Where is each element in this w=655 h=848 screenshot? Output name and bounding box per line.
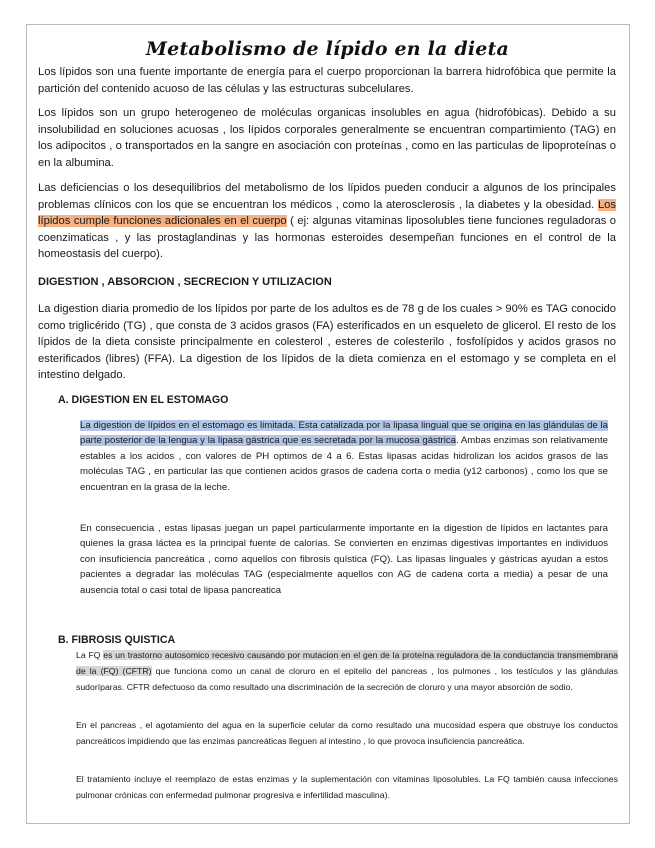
fibrosis-paragraph-1-rest: que funciona como un canal de cloruro en el epitelio del pancreas , los pulmones , los testículos y las glándulas sudoríparas. CFTR defectuoso da como resultado una discriminación de la secreción de cloruro y una mayor absorción de sodio. [76, 666, 618, 693]
fibrosis-paragraph-3: El tratamiento incluye el reemplazo de estas enzimas y la suplementación con vitaminas liposolubles. La FQ también causa infecciones pulmonar crónicas con enfermedad pulmonar progresiva e infertilidad masculina). [76, 774, 618, 801]
document-title: Metabolismo de lípido en la dieta [145, 38, 510, 60]
intro-paragraph-3 [38, 180, 616, 263]
intro-paragraph-2: Los lípidos son un grupo heterogeneo de moléculas organicas insolubles en agua (hidrofóbicas). Debido a su insolubilidad en soluciones acuosas , los lípidos corporales generalmente se encuentran compartimiento (TAG) en los adipocitos , o transportados en la sangre en asociación con proteínas , como en las particulas de lipoproteínas o en la albumina. [38, 107, 616, 169]
intro-paragraph-1: Los lípidos son una fuente importante de energía para el cuerpo proporcionan la barrera hidrofóbica que permite la partición del contenido acuoso de las células y las estructuras subcelulares. [38, 66, 616, 95]
subheading-fibrosis-quistica: B. FIBROSIS QUISTICA [58, 634, 176, 646]
intro-paragraph-3-end: ( ej: algunas vitaminas liposolubles tiene funciones reguladoras o coenzimaticas , y las prostaglandinas y las hormonas esteroides desempeñan funciones en el control de la homeostasis del cuerpo). [38, 215, 617, 261]
fibrosis-paragraph-2: En el pancreas , el agotamiento del agua en la superficie celular da como resultado una mucosidad espera que obstruye los conductos pancreáticos impidiendo que las enzimas pancreáticas lleguen al intestino , lo que provoca insuficiencia pancreática. [76, 720, 618, 747]
subheading-digestion-estomago: A. DIGESTION EN EL ESTOMAGO [58, 394, 229, 406]
estomago-paragraph-1 [80, 418, 608, 495]
estomago-paragraph-1-rest: . Ambas enzimas son relativamente estables a los acidos , con valores de PH optimos de 4 a 6. Estas lipasas acidas hidrolizan los acidos grasos de las moléculas TAG , en particular las que contienen acidos grasos de cadena corta o media (y12 carbonos) , como los que se encuentran en la grasa de la leche. [80, 435, 608, 493]
section-paragraph: La digestion diaria promedio de los lípidos por parte de los adultos es de 78 g de los cuales > 90% es TAG conocido como triglicérido (TG) , que consta de 3 acidos grasos (FA) esterificados en un esqueleto de glicerol. El resto de los lípidos de la dieta consiste principalmente en colesterol , esteres de colesterilo , fosfolípidos y acidos grasos no esterificados (libres) (FFA). La digestion de los lípidos de la dieta comienza en el estomago y se completa en el intestino delgado. [38, 303, 616, 382]
section-heading: DIGESTION , ABSORCION , SECRECION Y UTILIZACION [38, 276, 332, 288]
estomago-paragraph-2: En consecuencia , estas lipasas juegan un papel particularmente importante en la digestion de lípidos en lactantes para quienes la grasa láctea es la principal fuente de calorías. Se convierten en enzimas digestivas importantes en individuos con insuficiencia pancreática , como aquellos con fibrosis quística (FQ). Las lipasas linguales y gástricas ayudan a estos pacientes a degradar las moléculas TAG (especialmente aquellos con AG de cadena corta a media) a pesar de una ausencia total o casi total de lipasa pancreatica [80, 523, 608, 596]
highlighted-text: Los lípidos cumple funciones adicionales en el cuerpo [38, 198, 616, 228]
intro-paragraph-3-start: Las deficiencias o los desequilibrios del metabolismo de los lípidos pueden conducir a algunos de los principales problemas clínicos con los que se encuentran los médicos , como la aterosclerosis , la diabetes y la obesidad. [38, 182, 616, 211]
highlighted-text-gray: es un trastorno autosomico recesivo causando por mutacion en el gen de la proteína reguladora de la conductancia transmembrana de la (FQ) (CFTR) [76, 650, 618, 677]
highlighted-text-blue: La digestion de lípidos en el estomago es limitada. Esta catalizada por la lipasa lingual que se origina en las glándulas de la parte posterior de la lengua y la lipasa gástrica que es secretada por la mucosa gástrica [80, 420, 608, 447]
fibrosis-paragraph-1-start: La FQ [76, 650, 104, 660]
fibrosis-paragraph-1 [76, 647, 618, 696]
